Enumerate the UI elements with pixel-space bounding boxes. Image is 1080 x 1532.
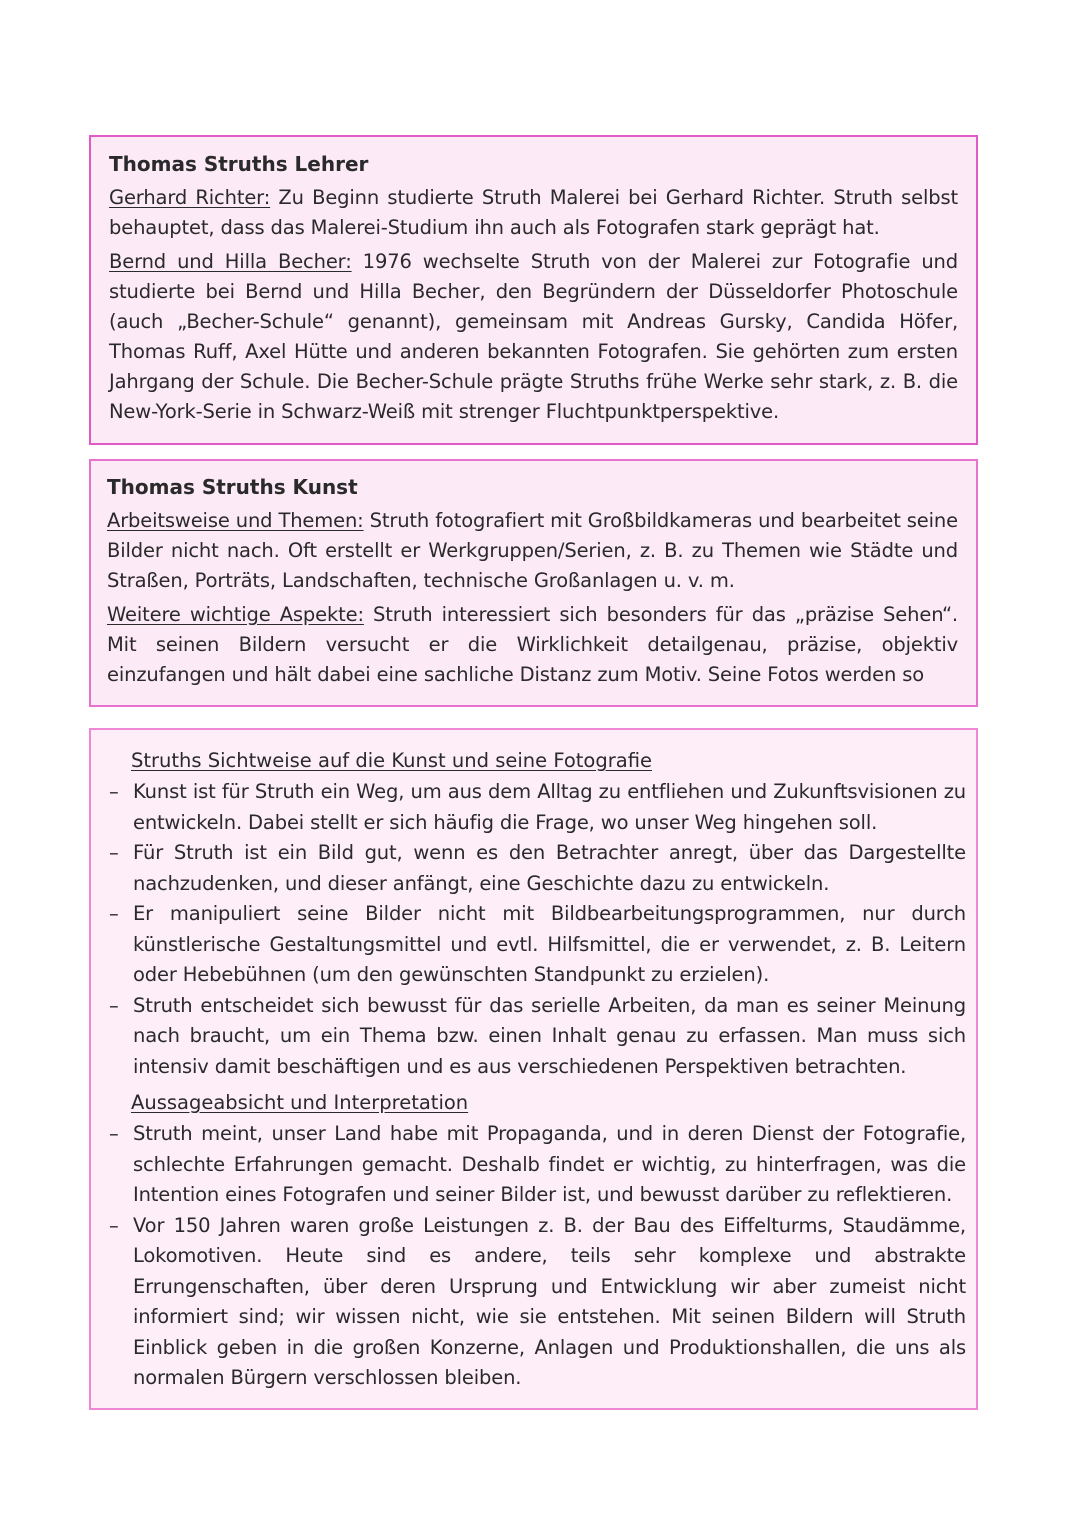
section-teachers [89,135,978,445]
section-teachers-title: Thomas Struths Lehrer [109,152,369,176]
list-item: – Struth meint, unser Land habe mit Propaganda, und in deren Dienst der Fotografie, schlechte Erfahrungen gemacht. Deshalb findet er wichtig, zu hinterfragen, was die Intention eines Fotografen und seiner Bilder ist, und bewusst darüber zu reflektieren. [107,1119,966,1211]
term-becher: Bernd und Hilla Becher: [109,250,352,273]
heading-interpretation: Aussageabsicht und Interpretation [131,1091,469,1114]
section-views [89,728,978,1410]
section-art [89,459,978,707]
list-item: – Für Struth ist ein Bild gut, wenn es den Betrachter anregt, über das Dargestellte nachzudenken, und dieser anfängt, eine Geschichte dazu zu entwickeln. [107,838,966,899]
heading-views: Struths Sichtweise auf die Kunst und seine Fotografie [131,749,652,772]
paragraph-further-aspects [107,600,958,690]
paragraph-becher [109,247,958,427]
section-art-title: Thomas Struths Kunst [107,475,358,499]
list-interpretation [107,1119,966,1394]
term-gerhard-richter: Gerhard Richter: [109,186,271,209]
list-item: – Kunst ist für Struth ein Weg, um aus dem Alltag zu entfliehen und Zukunftsvisionen zu entwickeln. Dabei stellt er sich häufig die Frage, wo unser Weg hingehen soll. [107,777,966,838]
text-gerhard-richter: Zu Beginn studierte Struth Malerei bei Gerhard Richter. Struth selbst behauptet, dass das Malerei-Studium ihn auch als Fotografen stark geprägt hat. [109,186,958,239]
paragraph-gerhard-richter [109,183,958,243]
term-working-method: Arbeitsweise und Themen: [107,509,364,532]
list-item: – Vor 150 Jahren waren große Leistungen z. B. der Bau des Eiffelturms, Staudämme, Lokomotiven. Heute sind es andere, teils sehr komplexe und abstrakte Errungenschaften, über deren Ursprung und Entwicklung wir aber zumeist nicht informiert sind; wir wissen nicht, wie sie entstehen. Mit seinen Bildern will Struth Einblick geben in die großen Konzerne, Anlagen und Produktionshallen, die uns als normalen Bürgern verschlossen bleiben. [107,1211,966,1394]
term-further-aspects: Weitere wichtige Aspekte: [107,603,364,626]
text-becher: 1976 wechselte Struth von der Malerei zur Fotografie und studierte bei Bernd und Hilla Becher, den Begründern der Düsseldorfer Photoschule (auch „Becher-Schule“ genannt), gemeinsam mit Andreas Gursky, Candida Höfer, Thomas Ruff, Axel Hütte und anderen bekannten Fotografen. Sie gehörten zum ersten Jahrgang der Schule. Die Becher-Schule prägte Struths frühe Werke sehr stark, z. B. die New-York-Serie in Schwarz-Weiß mit strenger Fluchtpunktperspektive. [109,250,958,423]
list-item: – Struth entscheidet sich bewusst für das serielle Arbeiten, da man es seiner Meinung nach braucht, um ein Thema bzw. einen Inhalt genau zu erfassen. Man muss sich intensiv damit beschäftigen und es aus verschiedenen Perspektiven betrachten. [107,991,966,1083]
text-working-method: Struth fotografiert mit Großbildkameras und bearbeitet seine Bilder nicht nach. Oft erstellt er Werkgruppen/Serien, z. B. zu Themen wie Städte und Straßen, Porträts, Landschaften, technische Großanlagen u. v. m. [107,509,958,592]
paragraph-working-method [107,506,958,596]
list-item: – Er manipuliert seine Bilder nicht mit Bildbearbeitungsprogrammen, nur durch künstlerische Gestaltungsmittel und evtl. Hilfsmittel, die er verwendet, z. B. Leitern oder Hebebühnen (um den gewünschten Standpunkt zu erzielen). [107,899,966,991]
list-views [107,777,966,1082]
text-further-aspects: Struth interessiert sich besonders für das „präzise Sehen“. Mit seinen Bildern versucht er die Wirklichkeit detailgenau, präzise, objektiv einzufangen und hält dabei eine sachliche Distanz zum Motiv. Seine Fotos werden so [107,603,958,686]
